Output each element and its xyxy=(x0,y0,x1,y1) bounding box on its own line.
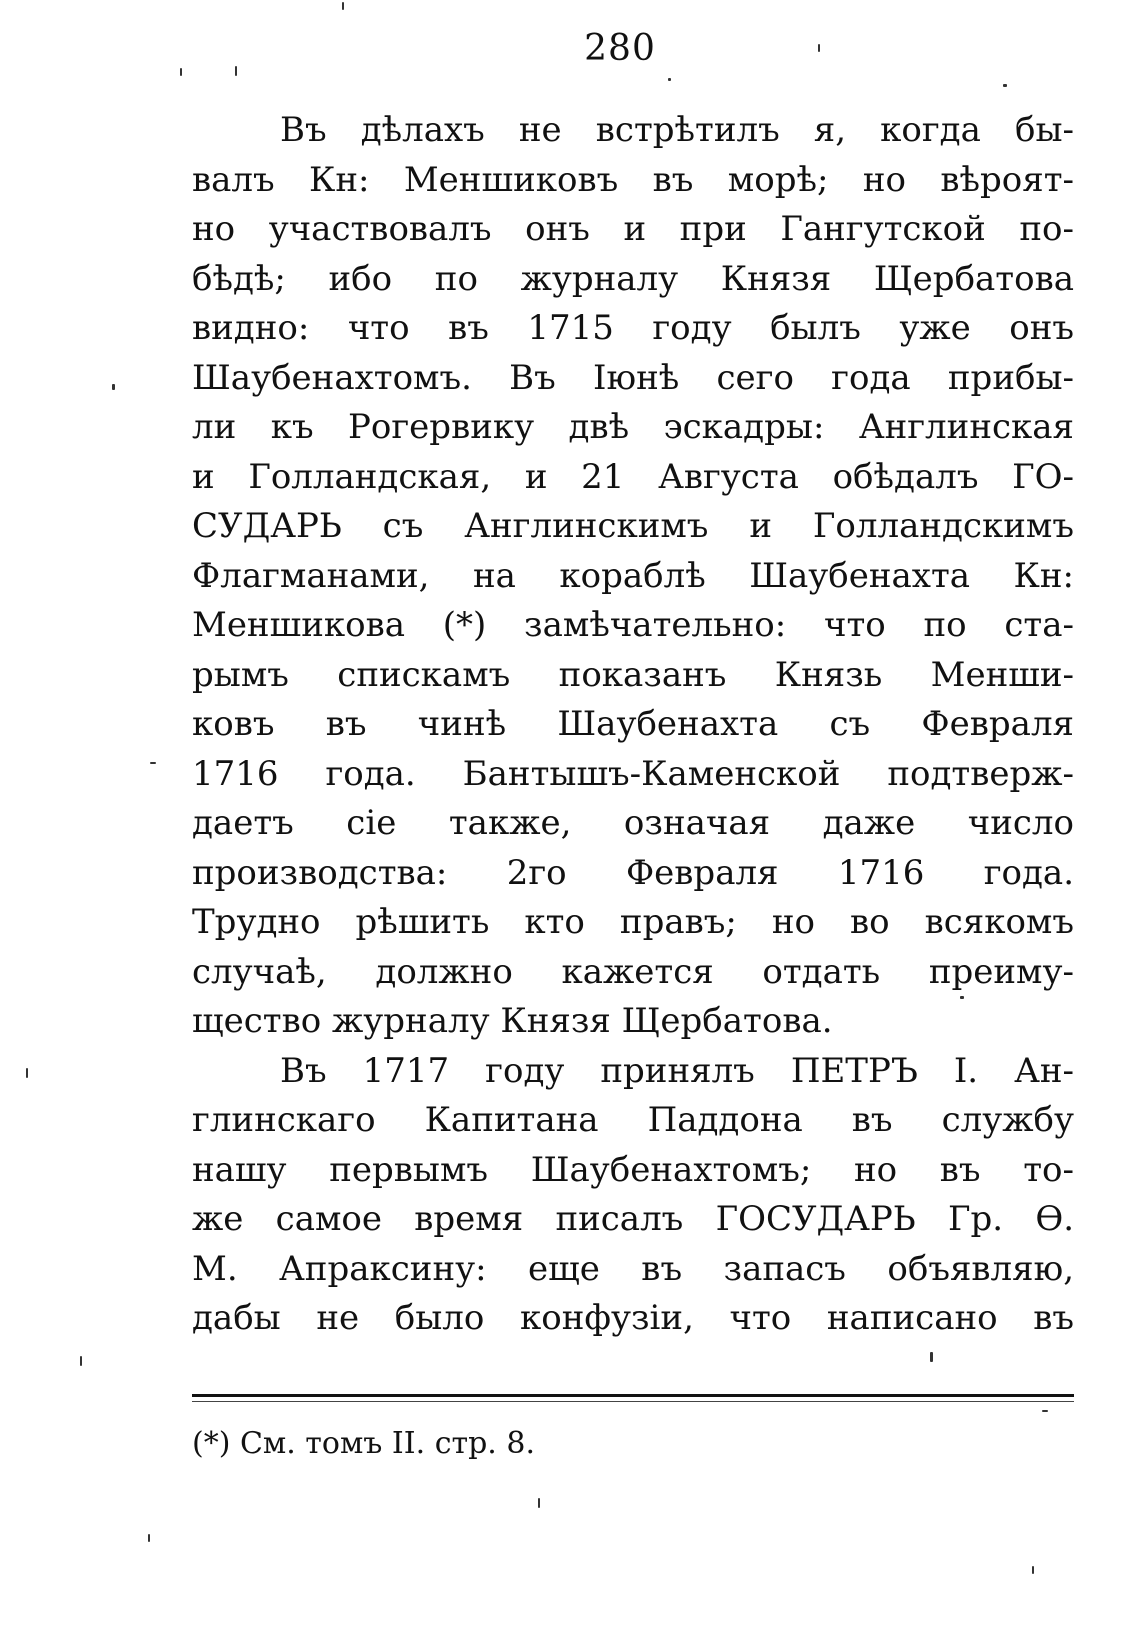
scan-speck xyxy=(342,2,344,10)
text-line: рымъ спискамъ показанъ Князь Менши- xyxy=(192,654,1074,695)
text-line: СУДАРЬ съ Англинскимъ и Голландскимъ xyxy=(192,506,1074,546)
scan-speck xyxy=(930,1352,933,1362)
text-line: дабы не было конфузіи, что написано въ xyxy=(192,1298,1074,1338)
scan-speck xyxy=(960,996,964,999)
scan-speck xyxy=(26,1068,28,1078)
text-line: М. Апраксину: еще въ запасъ объявляю, xyxy=(192,1248,1074,1289)
scan-speck xyxy=(1003,84,1007,87)
scan-speck xyxy=(112,384,115,390)
text-line: Меншикова (*) замѣчательно: что по ста- xyxy=(192,605,1074,645)
scan-speck xyxy=(148,1534,150,1542)
footnote-divider xyxy=(192,1394,1074,1397)
scan-speck xyxy=(668,78,671,81)
text-line: ли къ Рогервику двѣ эскадры: Англинская xyxy=(192,407,1074,447)
scan-speck xyxy=(180,68,182,76)
main-text xyxy=(192,106,1074,1344)
text-line: нашу первымъ Шаубенахтомъ; но въ то- xyxy=(192,1149,1074,1190)
scan-speck xyxy=(150,762,156,764)
text-line: Въ 1717 году принялъ ПЕТРЪ I. Ан- xyxy=(280,1050,1074,1091)
text-line: но участвовалъ онъ и при Гангутской по- xyxy=(192,209,1074,249)
scan-speck xyxy=(1042,1410,1048,1412)
text-line: же самое время писалъ ГОСУДАРЬ Гр. Ѳ. xyxy=(192,1199,1074,1239)
scan-speck xyxy=(818,44,820,52)
page-number: 280 xyxy=(584,28,656,69)
text-line: Флагманами, на кораблѣ Шаубенахта Кн: xyxy=(192,555,1074,596)
footnote-divider-thin xyxy=(192,1401,1074,1402)
text-line: валъ Кн: Меншиковъ въ морѣ; но вѣроят- xyxy=(192,159,1074,200)
text-line: и Голландская, и 21 Августа обѣдалъ ГО- xyxy=(192,456,1074,497)
scan-speck xyxy=(80,1356,82,1366)
text-line: щество журналу Князя Щербатова. xyxy=(192,1001,833,1041)
text-line: производства: 2го Февраля 1716 года. xyxy=(192,852,1074,893)
text-line: 1716 года. Бантышъ-Каменской подтверж- xyxy=(192,753,1074,794)
scan-speck xyxy=(235,66,237,76)
text-line: Шаубенахтомъ. Въ Іюнѣ сего года прибы- xyxy=(192,357,1074,398)
footnote: (*) См. томъ II. стр. 8. xyxy=(192,1426,535,1461)
text-line: даетъ сіе также, означая даже число xyxy=(192,803,1074,843)
text-line: ковъ въ чинѣ Шаубенахта съ Февраля xyxy=(192,704,1074,744)
text-line: Трудно рѣшить кто правъ; но во всякомъ xyxy=(192,902,1074,942)
text-line: бѣдѣ; ибо по журналу Князя Щербатова xyxy=(192,258,1074,299)
text-line: глинскаго Капитана Паддона въ службу xyxy=(192,1100,1074,1140)
text-line: видно: что въ 1715 году былъ уже онъ xyxy=(192,308,1074,348)
scan-speck xyxy=(1032,1566,1034,1574)
scan-speck xyxy=(538,1498,540,1508)
text-line: случаѣ, должно кажется отдать преиму- xyxy=(192,951,1074,992)
text-line: Въ дѣлахъ не встрѣтилъ я, когда бы- xyxy=(280,110,1074,150)
